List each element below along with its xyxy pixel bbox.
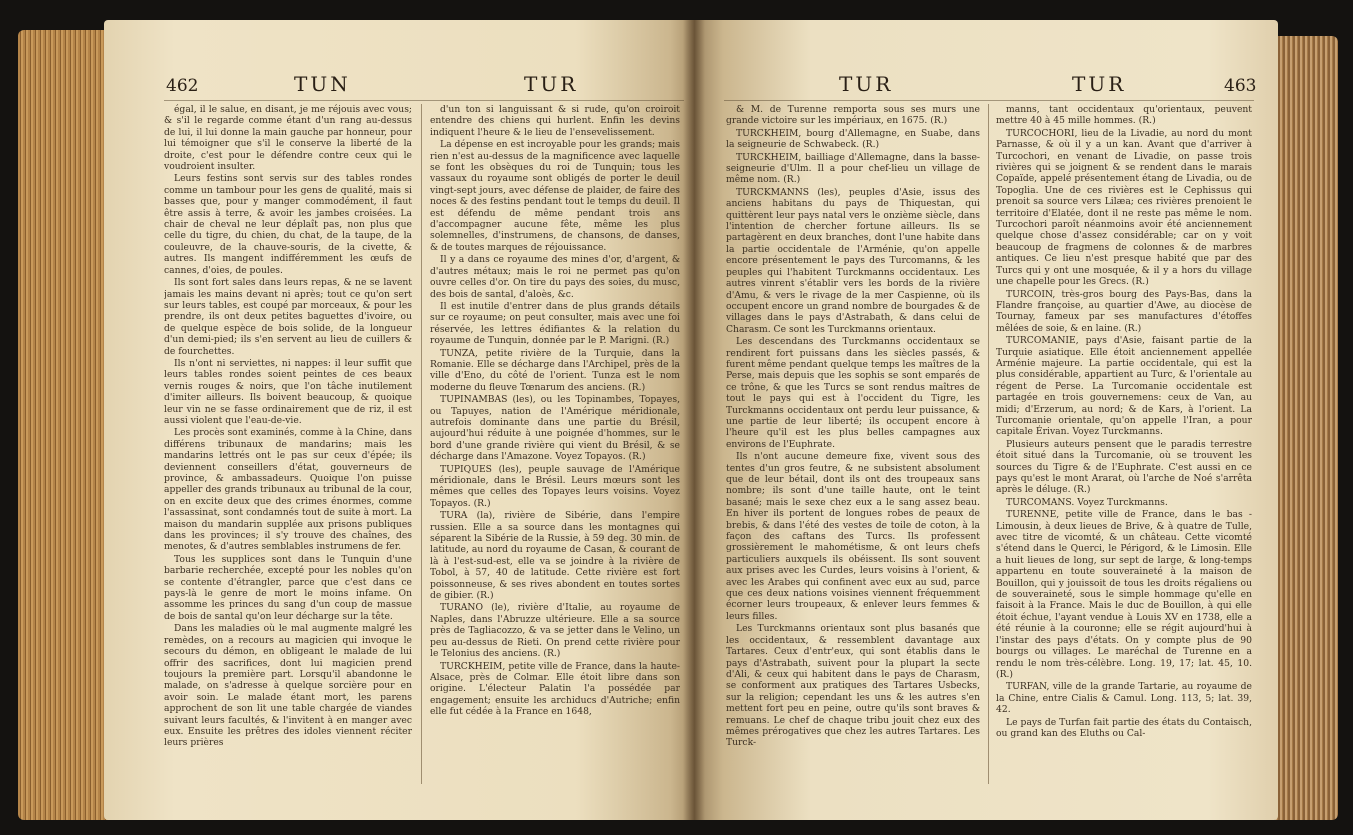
left-page-edges <box>18 30 110 820</box>
paragraph: TURENNE, petite ville de France, dans le bas - Limousin, à deux lieues de Brive, & à quatre de Tulle, avec titre de vicomté, & un château. Cette vicomté s'étend dans le Querci, le Périgord, & le Limosin. Elle a huit lieues de long, sur sept de large, & long-temps appartenu en toute souveraineté à la maison de Bouillon, qui y jouissoit de tous les droits régaliens ou de souveraineté, sous le simple hommage qu'elle en faisoit à la France. Mais le duc de Bouillon, à qui elle étoit échue, l'ayant vendue à Louis XV en 1738, elle a été réunie à la couronne; elle se régit aujourd'hui à l'instar des pays d'états. On y compte plus de 90 bourgs ou villages. Le maréchal de Turenne en a rendu le nom très-célèbre. Long. 19, 17; lat. 45, 10. (R.) <box>996 509 1252 680</box>
paragraph: TURCKHEIM, bourg d'Allemagne, en Suabe, dans la seigneurie de Schwabeck. (R.) <box>726 127 980 151</box>
paragraph: Tous les supplices sont dans le Tunquin d'une barbarie recherchée, excepté pour les nobles qu'on se contente d'étrangler, parce que c'est dans ce pays-là le genre de mort le moins infame. On assomme les princes du sang d'un coup de massue de bois de santal qu'on leur décharge sur la tête. <box>164 553 412 622</box>
paragraph: TURCKMANNS (les), peuples d'Asie, issus des anciens habitans du pays de Thiquestan, qui quittèrent leur pays natal vers le onzième siècle, dans l'intention de chercher fortune ailleurs. Ils se partagèrent en deux branches, dont l'une habite dans la partie occidentale de l'Arménie, qu'on appelle encore présentement le pays des Turcomanns, & les peuples qui l'habitent Turckmanns occidentaux. Les autres vinrent s'établir vers les bords de la rivière d'Amu, & vers le rivage de la mer Caspienne, où ils occupent encore un grand nombre de bourgades & de villages dans le pays d'Astrabath, & dans celui de Charasm. Ce sont les Turckmanns orientaux. <box>726 186 980 335</box>
left-page-column-1 <box>164 104 412 804</box>
paragraph: TURFAN, ville de la grande Tartarie, au royaume de la Chine, entre Cialis & Camul. Long. 113, 5; lat. 39, 42. <box>996 681 1252 716</box>
header-rule-right <box>724 100 1254 101</box>
header-rule-left <box>164 100 684 101</box>
right-page-column-1 <box>726 104 980 804</box>
paragraph: Dans les maladies où le mal augmente malgré les remèdes, on a recours au magicien qui invoque le secours du démon, en obligeant le malade de lui offrir des sacrifices, dont lui magicien prend toujours la première part. Lorsqu'il abandonne le malade, on s'adresse à quelque sorcière pour en avoir soin. Le malade étant mort, les parens approchent de son lit une table chargée de viandes suivant leurs facultés, & l'invitent à en manger avec eux. Ensuite les prêtres des idoles viennent réciter leurs prières <box>164 623 412 749</box>
running-head-left-1: TUN <box>294 72 351 96</box>
right-page-column-2 <box>996 104 1252 804</box>
column-divider-right <box>988 104 989 784</box>
left-page-column-2 <box>430 104 680 804</box>
paragraph: & M. de Turenne remporta sous ses murs une grande victoire sur les impériaux, en 1675. (R.) <box>726 104 980 127</box>
paragraph: Leurs festins sont servis sur des tables rondes comme un tambour pour les gens de qualité, mais si basses que, pour y manger commodément, il faut être assis à terre, & avoir les jambes croisées. La chair de cheval ne leur déplaît pas, non plus que celle du tigre, du chien, du chat, de la taupe, de la couleuvre, de la chauve-souris, de la civette, & autres. Ils mangent indifféremment les œufs de cannes, d'oies, de poules. <box>164 173 412 276</box>
paragraph: TURCOCHORI, lieu de la Livadie, au nord du mont Parnasse, & où il y a un kan. Avant que d'arriver à Turcochori, en venant de Livadie, on passe trois rivières qui se joignent & se rendent dans le marais Copaïde, appelé présentement étang de Livadia, ou de Topoglia. Une de ces rivières est le Cephissus qui prenoit sa source vers Lilæa; ces rivières prenoient le territoire d'Elatée, dont il ne reste pas même le nom. Turcochori paroît néanmoins avoir été anciennement quelque chose d'assez considérable; car on y voit beaucoup de fragmens de colonnes & de marbres antiques. Ce lieu n'est presque habité que par des Turcs qui y ont une mosquée, & il y a hors du village une chapelle pour les Grecs. (R.) <box>996 127 1252 288</box>
paragraph: TURCKHEIM, bailliage d'Allemagne, dans la basse-seigneurie d'Ulm. Il a pour chef-lieu un village de même nom. (R.) <box>726 151 980 186</box>
paragraph: TUPINAMBAS (les), ou les Topinambes, Topayes, ou Tapuyes, nation de l'Amérique méridionale, autrefois dominante dans une partie du Brésil, aujourd'hui réduite à une poignée d'hommes, sur le bord d'une grande rivière qui vient du Brésil, & se décharge dans l'Amazone. Voyez Topayos. (R.) <box>430 394 680 463</box>
right-page <box>694 20 1278 820</box>
paragraph: Il est inutile d'entrer dans de plus grands détails sur ce royaume; on peut consulter, mais avec une foi réservée, les lettres édifiantes & la relation du royaume de Tunquin, donnée par le P. Marigni. (R.) <box>430 300 680 347</box>
paragraph: TURCOMANIE, pays d'Asie, faisant partie de la Turquie asiatique. Elle étoit anciennement appellée Arménie majeure. La partie occidentale, qui est la plus considérable, appartient au Turc, & l'orientale au régent de Perse. La Turcomanie occidentale est partagée en trois gouvernemens: ceux de Van, au midi; d'Erzerum, au nord; & de Kars, à l'orient. La Turcomanie orientale, qu'on appelle l'Iran, a pour capitale Érivan. Voyez Turckmanns. <box>996 335 1252 438</box>
page-number-right: 463 <box>1224 76 1257 96</box>
paragraph: manns, tant occidentaux qu'orientaux, peuvent mettre 40 à 45 mille hommes. (R.) <box>996 104 1252 127</box>
paragraph: Ils sont fort sales dans leurs repas, & ne se lavent jamais les mains devant ni après; tout ce qu'on sert sur leurs tables, est coupé par morceaux, & pour les prendre, ils ont deux petites baguettes d'ivoire, ou de quelque espèce de bois solide, de la longueur d'un demi-pied; ils s'en servent au lieu de cuillers & de fourchettes. <box>164 277 412 357</box>
column-divider-left <box>421 104 422 784</box>
page-number-left: 462 <box>166 76 199 96</box>
paragraph: TURA (la), rivière de Sibérie, dans l'empire russien. Elle a sa source dans les montagnes qui séparent la Sibérie de la Russie, à 59 deg. 30 min. de latitude, au nord du royaume de Casan, & courant de là à l'est-sud-est, elle va se joindre à la rivière de Tobol, à 57, 40 de latitude. Cette rivière est fort poissonneuse, & ses rives abondent en toutes sortes de gibier. (R.) <box>430 510 680 602</box>
open-book <box>18 14 1338 826</box>
paragraph: Le pays de Turfan fait partie des états du Contaisch, ou grand kan des Eluths ou Cal- <box>996 716 1252 739</box>
running-head-right-1: TUR <box>839 72 894 96</box>
paragraph: TURCKHEIM, petite ville de France, dans la haute-Alsace, près de Colmar. Elle étoit libre dans son origine. L'électeur Palatin l'a possédée par engagement; ensuite les archiducs d'Autriche; enfin elle fut cédée à la France en 1648, <box>430 660 680 718</box>
right-page-edges <box>1268 36 1338 820</box>
paragraph: TURANO (le), rivière d'Italie, au royaume de Naples, dans l'Abruzze ultérieure. Elle a sa source près de Tagliacozzo, & va se jetter dans le Velino, un peu au-dessus de Rieti. On prend cette rivière pour le Telonius des anciens. (R.) <box>430 602 680 660</box>
paragraph: Il y a dans ce royaume des mines d'or, d'argent, & d'autres métaux; mais le roi ne permet pas qu'on ouvre celles d'or. On tire du pays des soies, du musc, des bois de santal, d'aloès, &c. <box>430 254 680 300</box>
paragraph: Les Turckmanns orientaux sont plus basanés que les occidentaux, & ressemblent davantage aux Tartares. Ceux d'entr'eux, qui sont établis dans le pays d'Astrabath, suivent pour la plupart la secte d'Ali, & ceux qui habitent dans le pays de Charasm, se conforment aux pratiques des Tartares Usbecks, sur la religion; cependant les uns & les autres s'en mettent fort peu en peine, outre qu'ils sont braves & remuans. Le chef de chaque tribu jouit chez eux des mêmes prérogatives que chez les autres Tartares. Les Turck- <box>726 623 980 749</box>
paragraph: TURCOMANS. Voyez Turckmanns. <box>1006 496 1168 508</box>
paragraph: Ils n'ont ni serviettes, ni nappes: il leur suffit que leurs tables rondes soient peintes de ces beaux vernis rouges & noirs, que l'on tâche inutilement d'imiter ailleurs. Ils boivent beaucoup, & quoique leur vin ne se fasse ordinairement que de riz, il est aussi violent que l'eau-de-vie. <box>164 357 412 426</box>
running-head-right-2: TUR <box>1072 72 1127 96</box>
book-gutter <box>683 20 705 820</box>
paragraph: TUPIQUES (les), peuple sauvage de l'Amérique méridionale, dans le Brésil. Leurs mœurs sont les mêmes que celles des Topayes leurs voisins. Voyez Topayos. (R.) <box>430 463 680 509</box>
paragraph: Les descendans des Turckmanns occidentaux se rendirent fort puissans dans les siècles passés, & furent même pendant quelque temps les maîtres de la Perse, mais depuis que les sophis se sont emparés de ce trône, & que les Turcs se sont rendus maîtres de tout le pays qui est à l'occident du Tigre, les Turckmanns occidentaux ont perdu leur puissance, & une partie de leur liberté; ils occupent encore à l'heure qu'il est les plus belles campagnes aux environs de l'Euphrate. <box>726 336 980 450</box>
paragraph: Plusieurs auteurs pensent que le paradis terrestre étoit situé dans la Turcomanie, où se trouvent les sources du Tigre & de l'Euphrate. C'est aussi en ce pays qu'est le mont Ararat, où l'arche de Noé s'arrêta après le déluge. (R.) <box>996 438 1252 496</box>
paragraph: égal, il le salue, en disant, je me réjouis avec vous; & s'il le regarde comme étant d'un rang au-dessus de lui, il lui donne la main gauche par honneur, pour lui témoigner que s'il le conserve la liberté de la droite, c'est pour le défendre contre ceux qui le voudroient insulter. <box>164 104 412 173</box>
paragraph: Les procès sont examinés, comme à la Chine, dans différens tribunaux de mandarins; mais les mandarins lettrés ont le pas sur ceux d'épée; ils deviennent conseillers d'état, gouverneurs de province, & ambassadeurs. Quoique l'on puisse appeller des grands tribunaux au tribunal de la cour, on en excite deux que des crimes énormes, comme l'assassinat, sont condamnés tout de suite à mort. La maison du mandarin supplée aux prisons publiques dans les provinces; il s'y trouve des chaînes, des menotes, & d'autres semblables instrumens de fer. <box>164 427 412 553</box>
left-page <box>104 20 694 820</box>
paragraph: d'un ton si languissant & si rude, qu'on croiroit entendre des chiens qui hurlent. Enfin les devins indiquent l'heure & le lieu de l'ensevelissement. <box>430 104 680 138</box>
paragraph: TURCOIN, très-gros bourg des Pays-Bas, dans la Flandre françoise, au quartier d'Awe, au diocèse de Tournay, fameux par ses manufactures d'étoffes mêlées de soie, & en laine. (R.) <box>996 288 1252 334</box>
paragraph: Ils n'ont aucune demeure fixe, vivent sous des tentes d'un gros feutre, & ne subsistent absolument que de leur bétail, dont ils ont des troupeaux sans nombre; ils sont d'une taille haute, ont le teint basané; mais le sexe chez eux a le sang assez beau. En hiver ils portent de longues robes de peaux de brebis, & dans l'été des vestes de toile de coton, à la façon des caftans des Turcs. Ils professent grossièrement le mahométisme, & ont leurs chefs particuliers auxquels ils obéissent. Ils sont souvent aux prises avec les Curdes, leurs voisins à l'orient, & avec les Arabes qui confinent avec eux au sud, parce que ces deux nations voisines viennent fréquemment écorner leurs troupeaux, & enlever leurs femmes & leurs filles. <box>726 451 980 622</box>
running-head-left-2: TUR <box>524 72 579 96</box>
paragraph: La dépense en est incroyable pour les grands; mais rien n'est au-dessus de la magnificence avec laquelle se font les obsèques du roi de Tunquin; tous les vassaux du royaume sont obligés de porter le deuil vingt-sept jours, avec défense de plaider, de faire des noces & des festins pendant tout le temps du deuil. Il est défendu de même pendant trois ans d'accompagner aucune fête, même les plus solemnelles, d'instrumens, de chansons, de danses, & de toutes marques de réjouissance. <box>430 139 680 253</box>
paragraph: TUNZA, petite rivière de la Turquie, dans la Romanie. Elle se décharge dans l'Archipel, près de la ville d'Eno, du côté de l'orient. Tunza est le nom moderne du fleuve Tœnarum des anciens. (R.) <box>430 347 680 393</box>
